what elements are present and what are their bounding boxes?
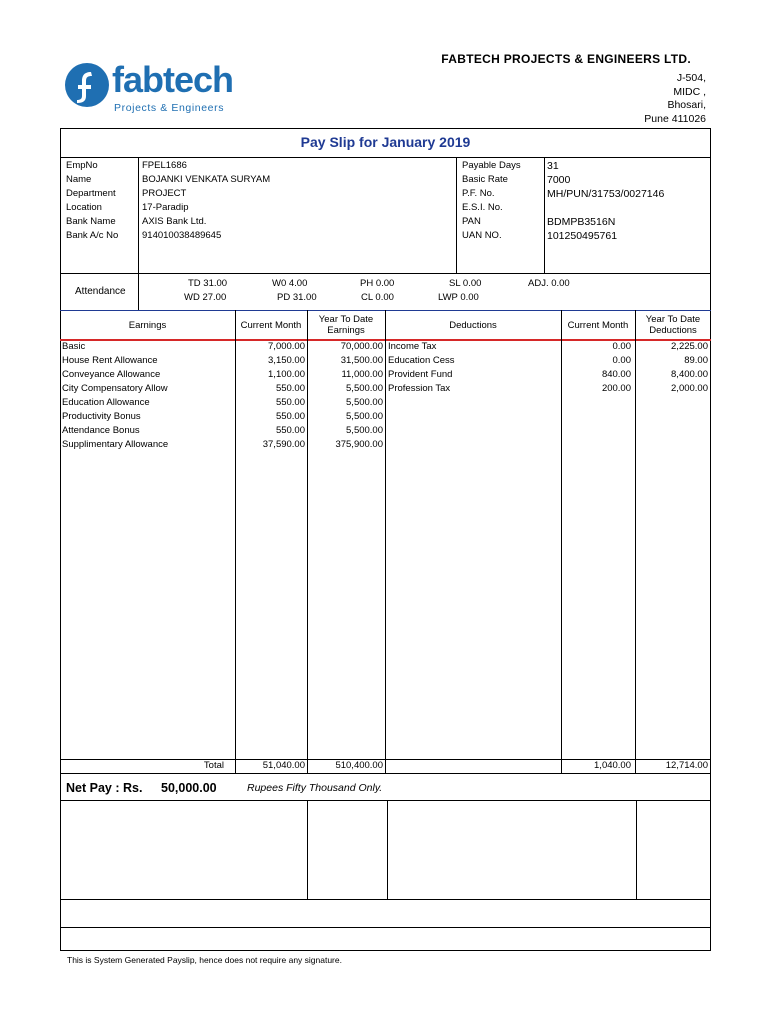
- divider: [138, 273, 139, 310]
- earning-ytd-value: 11,000.00: [341, 369, 383, 380]
- emp-value: 101250495761: [547, 230, 618, 242]
- emp-label: Bank A/c No: [66, 230, 119, 241]
- earning-current-value: 3,150.00: [268, 355, 305, 366]
- header-deductions: Deductions: [449, 319, 497, 331]
- divider: [60, 800, 711, 801]
- emp-value: FPEL1686: [142, 160, 187, 171]
- attendance-td: TD 31.00: [188, 278, 228, 289]
- attendance-pd: PD 31.00: [277, 292, 317, 303]
- address-line: MIDC ,: [673, 85, 706, 98]
- employee-right-values: [547, 159, 664, 243]
- divider: [544, 157, 545, 273]
- emp-value: BOJANKI VENKATA SURYAM: [142, 174, 271, 185]
- earning-current-value: 550.00: [275, 397, 305, 408]
- emp-label: Payable Days: [462, 160, 521, 171]
- emp-value: 7000: [547, 174, 571, 186]
- header-current-month: Current Month: [240, 319, 302, 331]
- emp-value: 914010038489645: [142, 230, 222, 241]
- net-pay-label: Net Pay : Rs.: [66, 781, 143, 795]
- total-label: Total: [203, 760, 224, 771]
- earning-current-value: 550.00: [275, 411, 305, 422]
- deduction-ytd-value: 2,225.00: [671, 341, 708, 352]
- emp-label: EmpNo: [66, 160, 98, 171]
- emp-value: PROJECT: [142, 188, 187, 199]
- divider: [60, 927, 711, 928]
- deduction-name: Education Cess: [388, 355, 455, 366]
- emp-label: Bank Name: [66, 216, 116, 227]
- divider: [636, 800, 637, 899]
- emp-label: E.S.I. No.: [462, 202, 503, 213]
- earning-current-value: 550.00: [275, 383, 305, 394]
- header-ytd-earnings: Year To Date Earnings: [318, 314, 374, 336]
- emp-label: Department: [66, 188, 116, 199]
- divider: [60, 273, 711, 274]
- deductions-current: [562, 340, 631, 396]
- attendance-ph: PH 0.00: [360, 278, 395, 289]
- earning-name: City Compensatory Allow: [62, 383, 168, 394]
- attendance-sl: SL 0.00: [449, 278, 482, 289]
- address-line: Pune 411026: [644, 112, 706, 125]
- deduction-current-value: 0.00: [612, 341, 631, 352]
- employee-right-labels: [462, 159, 521, 243]
- emp-label: Location: [66, 202, 102, 213]
- logo-word: fabtech: [112, 59, 234, 100]
- deduction-ytd-value: 89.00: [684, 355, 708, 366]
- net-pay-amount: 50,000.00: [161, 781, 217, 795]
- footer-note: This is System Generated Payslip, hence does not require any signature.: [67, 955, 342, 965]
- earning-name: House Rent Allowance: [62, 355, 158, 366]
- emp-value: AXIS Bank Ltd.: [142, 216, 207, 227]
- earning-ytd-value: 5,500.00: [346, 383, 383, 394]
- deductions-ytd: [636, 340, 708, 396]
- header-current-month-deductions: Current Month: [567, 319, 629, 331]
- deduction-name: Provident Fund: [388, 369, 453, 380]
- deduction-current-value: 840.00: [601, 369, 631, 380]
- logo-tagline: Projects & Engineers: [114, 102, 225, 114]
- employee-left-labels: [66, 159, 118, 243]
- deduction-name: Income Tax: [388, 341, 437, 352]
- payslip-title: Pay Slip for January 2019: [300, 134, 471, 150]
- earning-ytd-value: 375,900.00: [335, 439, 383, 450]
- earning-current-value: 7,000.00: [268, 341, 305, 352]
- header-earnings: Earnings: [128, 319, 167, 331]
- earnings-current: [236, 340, 305, 452]
- divider: [60, 773, 711, 774]
- earning-ytd-value: 5,500.00: [346, 397, 383, 408]
- earning-ytd-value: 5,500.00: [346, 425, 383, 436]
- deduction-ytd-value: 2,000.00: [671, 383, 708, 394]
- earnings-ytd: [308, 340, 383, 452]
- address-line: J-504,: [676, 72, 706, 84]
- total-earn-current: 51,040.00: [262, 760, 305, 771]
- attendance-lwp: LWP 0.00: [438, 292, 479, 303]
- emp-value: MH/PUN/31753/0027146: [547, 188, 665, 200]
- earning-current-value: 550.00: [275, 425, 305, 436]
- total-ded-ytd: 12,714.00: [665, 760, 708, 771]
- deduction-ytd-value: 8,400.00: [671, 369, 708, 380]
- header-ytd-deductions: Year To Date Deductions: [645, 314, 701, 336]
- earning-ytd-value: 70,000.00: [340, 341, 383, 352]
- deduction-current-value: 0.00: [612, 355, 631, 366]
- earning-current-value: 37,590.00: [262, 439, 305, 450]
- total-ded-current: 1,040.00: [594, 760, 631, 771]
- company-address: [644, 72, 706, 126]
- emp-label: UAN NO.: [462, 230, 502, 241]
- total-earn-ytd: 510,400.00: [335, 760, 383, 771]
- attendance-wd: WD 27.00: [184, 292, 227, 303]
- deduction-current-value: 200.00: [601, 383, 631, 394]
- earning-name: Supplimentary Allowance: [62, 439, 169, 450]
- emp-value: BDMPB3516N: [547, 216, 616, 228]
- employee-left-values: [142, 159, 270, 243]
- earning-ytd-value: 31,500.00: [340, 355, 383, 366]
- earning-name: Education Allowance: [62, 397, 150, 408]
- earning-current-value: 1,100.00: [268, 369, 305, 380]
- net-pay-words: Rupees Fifty Thousand Only.: [247, 782, 383, 794]
- emp-value: 17-Paradip: [142, 202, 189, 213]
- earning-name: Attendance Bonus: [62, 425, 140, 436]
- emp-label: P.F. No.: [462, 188, 495, 199]
- attendance-wo: W0 4.00: [272, 278, 308, 289]
- divider: [138, 157, 139, 273]
- emp-value: [547, 201, 664, 215]
- earning-name: Productivity Bonus: [62, 411, 141, 422]
- address-line: Bhosari,: [667, 99, 706, 111]
- earning-ytd-value: 5,500.00: [346, 411, 383, 422]
- divider: [456, 157, 457, 273]
- attendance-adj: ADJ. 0.00: [528, 278, 570, 289]
- emp-label: Basic Rate: [462, 174, 508, 185]
- emp-value: 31: [547, 160, 559, 172]
- divider: [387, 800, 388, 899]
- emp-label: PAN: [462, 216, 481, 227]
- company-name: FABTECH PROJECTS & ENGINEERS LTD.: [441, 52, 691, 66]
- company-logo: [64, 60, 244, 122]
- divider: [60, 157, 711, 158]
- earning-name: Conveyance Allowance: [62, 369, 161, 380]
- earning-name: Basic: [62, 341, 86, 352]
- deductions-names: [388, 340, 455, 396]
- attendance-label: Attendance: [75, 286, 126, 297]
- attendance-cl: CL 0.00: [361, 292, 394, 303]
- emp-label: Name: [66, 174, 92, 185]
- divider: [307, 800, 308, 899]
- fabtech-logo-icon: [64, 62, 110, 108]
- column-divider: [385, 310, 386, 773]
- earnings-names: [62, 340, 168, 452]
- divider: [60, 899, 711, 900]
- deduction-name: Profession Tax: [388, 383, 451, 394]
